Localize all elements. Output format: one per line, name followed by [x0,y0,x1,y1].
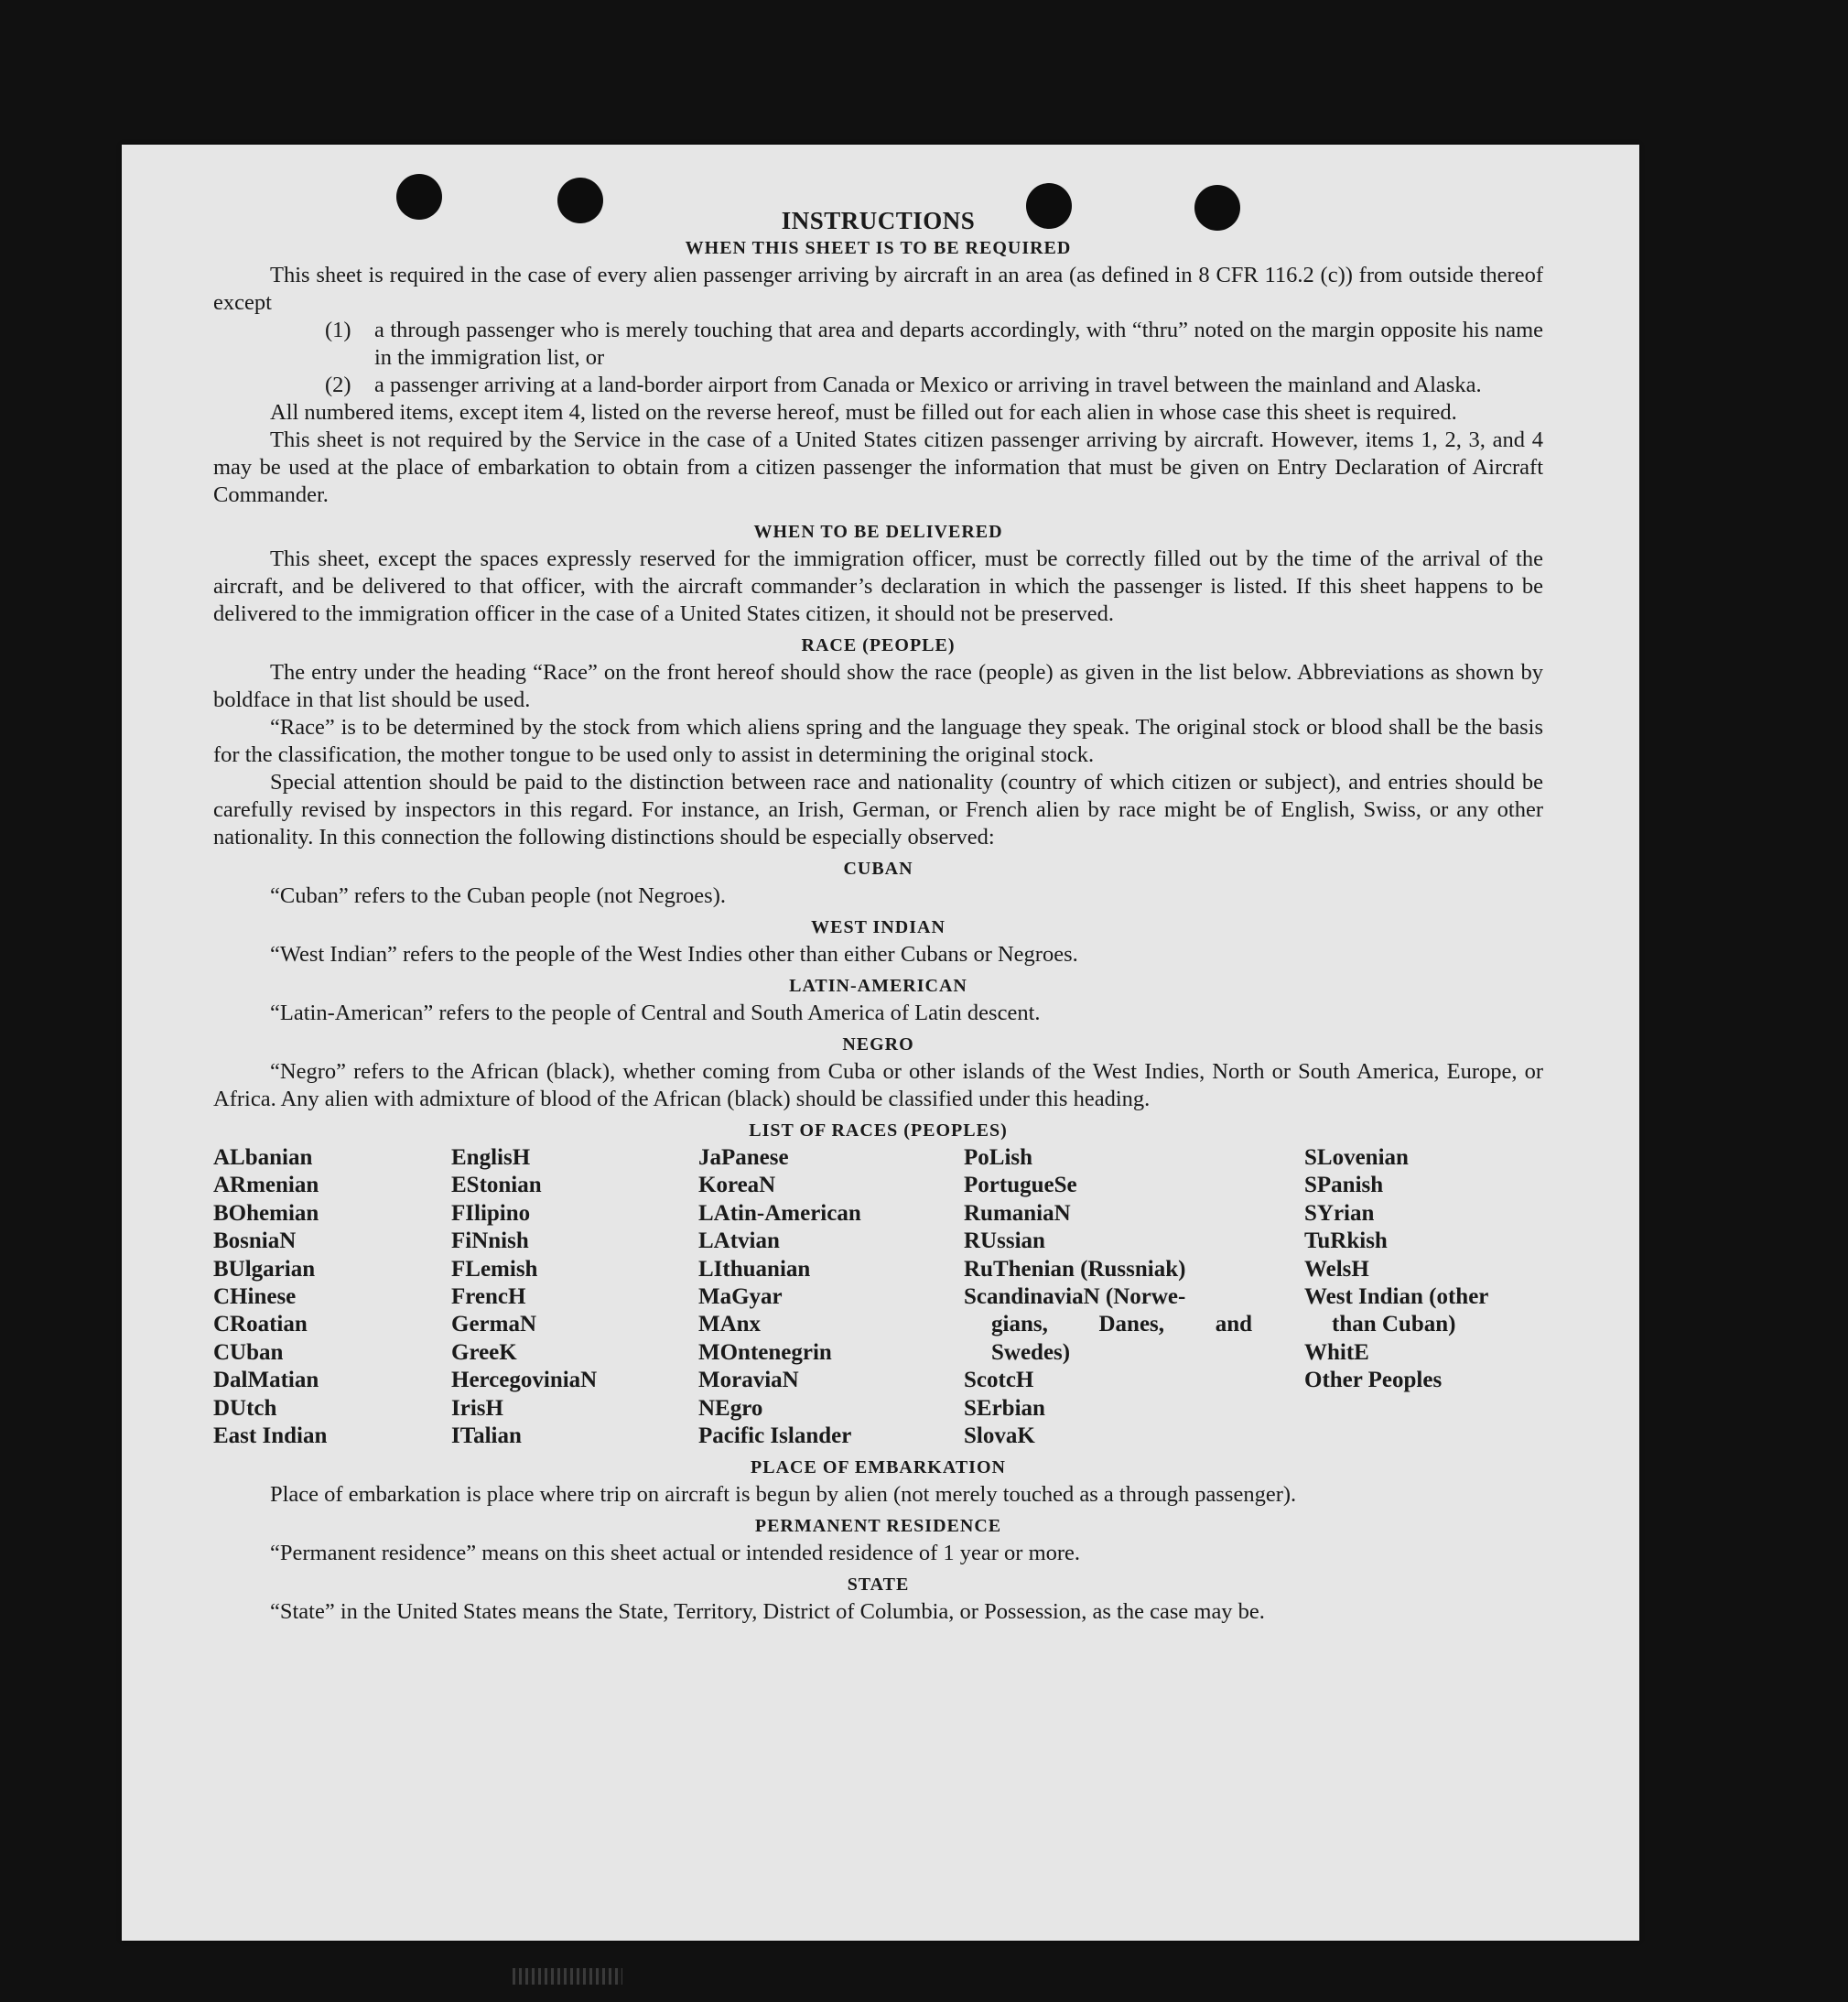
race-entry: BUlgarian [213,1256,316,1282]
race-entry: FrencH [451,1284,526,1310]
race-entry: SErbian [964,1395,1045,1421]
exception-number: (2) [325,373,351,397]
race-entry: BosniaN [213,1228,297,1254]
document-page [122,145,1639,1941]
race-entry: ITalian [451,1423,522,1449]
race-entry: SYrian [1304,1200,1375,1226]
race-entry: ARmenian [213,1173,319,1198]
race-entry: ALbanian [213,1145,313,1170]
heading-west-indian: WEST INDIAN [811,917,946,937]
heading-list-of-races: LIST OF RACES (PEOPLES) [749,1120,1008,1141]
west-indian-text: “West Indian” refers to the people of the West Indies other than either Cubans or Negroes. [270,942,1078,967]
races-list [213,1144,1543,1450]
heading-place-of-embarkation: PLACE OF EMBARKATION [751,1457,1006,1478]
race-entry: LAtin-American [698,1200,861,1226]
race-entry: HercegoviniaN [451,1368,598,1393]
race-entry: LIthuanian [698,1256,811,1282]
race-entry: EnglisH [451,1145,531,1170]
race-entry: SLovenian [1304,1145,1409,1170]
exception-text: a passenger arriving at a land-border airport from Canada or Mexico or arriving in travel between the mainland and Alaska. [374,373,1482,397]
race-entry-continued: Swedes) [991,1339,1071,1365]
required-para-2: All numbered items, except item 4, listed on the reverse hereof, must be filled out for each alien in whose case this sheet is required. [270,400,1457,425]
race-entry: ScotcH [964,1368,1034,1393]
latin-american-text: “Latin-American” refers to the people of Central and South America of Latin descent. [270,1001,1041,1025]
races-column [451,1144,698,1450]
race-para-2: “Race” is to be determined by the stock from which aliens spring and the language they speak. The original stock or blood shall be the basis for the classification, the mother tongue to be used only to assist in determining the original stock. [213,715,1543,767]
race-entry: FLemish [451,1256,538,1282]
exception-number: (1) [325,318,351,342]
races-column [213,1144,451,1450]
race-entry: PortugueSe [964,1173,1077,1198]
heading-state: STATE [847,1575,910,1596]
heading-latin-american: LATIN-AMERICAN [789,976,967,996]
instructions-content [213,205,1543,1626]
race-entry: Pacific Islander [698,1423,852,1449]
race-entry: CRoatian [213,1312,308,1337]
races-column [698,1144,964,1450]
race-entry: CHinese [213,1284,297,1310]
scan-artifact [513,1968,622,1985]
race-entry: MAnx [698,1312,762,1337]
race-entry: FiNnish [451,1228,529,1254]
race-entry: CUban [213,1339,284,1365]
heading-when-delivered: WHEN TO BE DELIVERED [753,522,1003,542]
races-column [964,1144,1304,1450]
race-entry: MoraviaN [698,1368,799,1393]
race-entry-continued: than Cuban) [1332,1312,1456,1337]
race-entry: NEgro [698,1395,763,1421]
race-entry: GreeK [451,1339,517,1365]
race-entry: SlovaK [964,1423,1035,1449]
heading-cuban: CUBAN [843,859,913,879]
exception-item [213,372,1543,399]
required-para-3: This sheet is not required by the Service in the case of a United States citizen passenger arriving by aircraft. However, items 1, 2, 3, and 4 may be used at the place of embarkation to obtain from a citizen passenger the information that must be given on Entry Declaration of Aircraft Commander. [213,427,1543,507]
race-entry: FIlipino [451,1200,531,1226]
delivered-text: This sheet, except the spaces expressly reserved for the immigration officer, must be correctly filled out by the time of the arrival of the aircraft, and be delivered to that officer, with the aircraft commander’s declaration in which the passenger is listed. If this sheet happens to be delivered to the immigration officer in the case of a United States citizen, it should not be preserved. [213,546,1543,626]
state-text: “State” in the United States means the State, Territory, District of Columbia, or Possession, as the case may be. [270,1599,1265,1625]
heading-when-required: WHEN THIS SHEET IS TO BE REQUIRED [685,238,1072,258]
race-entry: IrisH [451,1395,503,1421]
race-entry: EStonian [451,1173,542,1198]
race-entry-continued: gians, Danes, and [991,1312,1252,1337]
race-entry: TuRkish [1304,1228,1388,1254]
race-entry: MOntenegrin [698,1339,832,1365]
page-title: INSTRUCTIONS [781,207,976,234]
race-entry: ScandinaviaN (Norwe- [964,1284,1186,1310]
race-para-1: The entry under the heading “Race” on the front hereof should show the race (people) as given in the list below. Abbreviations as shown by boldface in that list should be used. [213,660,1543,712]
race-para-3: Special attention should be paid to the distinction between race and nationality (country of which citizen or subject), and entries should be carefully revised by inspectors in this regard. For instance, an Irish, German, or French alien by race might be of English, Swiss, or any other nationality. In this connection the following distinctions should be especially observed: [213,770,1543,849]
heading-permanent-residence: PERMANENT RESIDENCE [754,1516,1002,1537]
race-entry: BOhemian [213,1200,319,1226]
heading-race: RACE (PEOPLE) [801,635,956,655]
race-entry: PoLish [964,1145,1033,1170]
race-entry: MaGyar [698,1284,783,1310]
race-entry: RUssian [964,1228,1045,1254]
exception-item [213,317,1543,372]
race-entry: RuThenian (Russniak) [964,1256,1186,1282]
required-intro: This sheet is required in the case of every alien passenger arriving by aircraft in an area (as defined in 8 CFR 116.2 (c)) from outside thereof except [213,263,1543,315]
residence-text: “Permanent residence” means on this sheet actual or intended residence of 1 year or more. [270,1541,1081,1566]
race-entry: Other Peoples [1304,1368,1443,1393]
race-entry: GermaN [451,1312,537,1337]
cuban-text: “Cuban” refers to the Cuban people (not Negroes). [270,883,726,908]
negro-text: “Negro” refers to the African (black), whether coming from Cuba or other islands of the West Indies, North or South America, Europe, or Africa. Any alien with admixture of blood of the African (black) should be classified under this heading. [213,1059,1543,1111]
race-entry: LAtvian [698,1228,780,1254]
race-entry: DUtch [213,1395,277,1421]
race-entry: JaPanese [698,1145,789,1170]
race-entry: East Indian [213,1423,328,1449]
race-entry: WhitE [1304,1339,1369,1365]
exception-text: a through passenger who is merely touching that area and departs accordingly, with “thru” noted on the margin opposite his name in the immigration list, or [374,318,1543,370]
race-entry: West Indian (other [1304,1284,1489,1310]
race-entry: KoreaN [698,1173,776,1198]
races-column [1304,1144,1543,1450]
race-entry: WelsH [1304,1256,1369,1282]
embarkation-text: Place of embarkation is place where trip on aircraft is begun by alien (not merely touched as a through passenger). [270,1482,1297,1508]
race-entry: RumaniaN [964,1200,1071,1226]
heading-negro: NEGRO [842,1034,914,1055]
race-entry: DalMatian [213,1368,319,1393]
race-entry: SPanish [1304,1173,1384,1198]
